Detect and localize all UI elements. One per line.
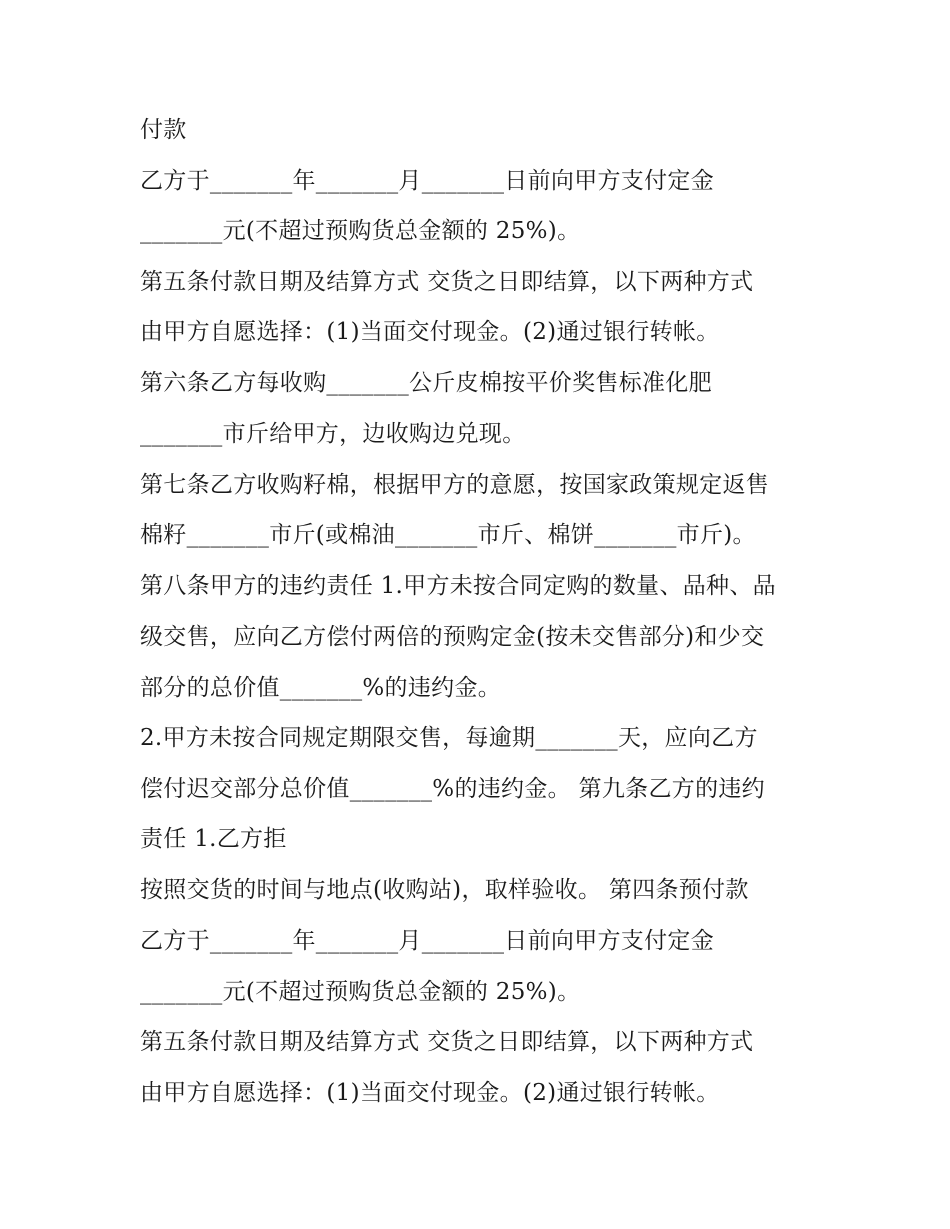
text-line: 第五条付款日期及结算方式 交货之日即结算，以下两种方式 bbox=[140, 269, 754, 295]
text-line: _______元(不超过预购货总金额的 25%)。 bbox=[140, 979, 581, 1005]
text-line: _______元(不超过预购货总金额的 25%)。 bbox=[140, 218, 581, 244]
text-line: 棉籽_______市斤(或棉油_______市斤、棉饼_______市斤)。 bbox=[140, 522, 756, 548]
text-line: 第七条乙方收购籽棉，根据甲方的意愿，按国家政策规定返售 bbox=[140, 472, 770, 498]
text-line: 付款 bbox=[140, 117, 187, 143]
text-line: 级交售，应向乙方偿付两倍的预购定金(按未交售部分)和少交 bbox=[140, 624, 765, 650]
text-line: 第八条甲方的违约责任 1.甲方未按合同定购的数量、品种、品 bbox=[140, 573, 776, 599]
text-line: 由甲方自愿选择：(1)当面交付现金。(2)通过银行转帐。 bbox=[140, 319, 720, 345]
text-line: 责任 1.乙方拒 bbox=[140, 826, 287, 852]
text-line: 2.甲方未按合同规定期限交售，每逾期_______天，应向乙方 bbox=[140, 725, 758, 751]
text-line: 偿付迟交部分总价值_______%的违约金。 第九条乙方的违约 bbox=[140, 776, 765, 802]
text-line: 第六条乙方每收购_______公斤皮棉按平价奖售标准化肥 bbox=[140, 370, 712, 396]
text-line: 部分的总价值_______%的违约金。 bbox=[140, 675, 502, 701]
text-line: _______市斤给甲方，边收购边兑现。 bbox=[140, 421, 526, 447]
text-line: 由甲方自愿选择：(1)当面交付现金。(2)通过银行转帐。 bbox=[140, 1080, 720, 1106]
text-line: 按照交货的时间与地点(收购站)，取样验收。 第四条预付款 bbox=[140, 877, 749, 903]
text-line: 乙方于_______年_______月_______日前向甲方支付定金 bbox=[140, 928, 714, 954]
text-line: 第五条付款日期及结算方式 交货之日即结算，以下两种方式 bbox=[140, 1029, 754, 1055]
text-line: 乙方于_______年_______月_______日前向甲方支付定金 bbox=[140, 168, 714, 194]
